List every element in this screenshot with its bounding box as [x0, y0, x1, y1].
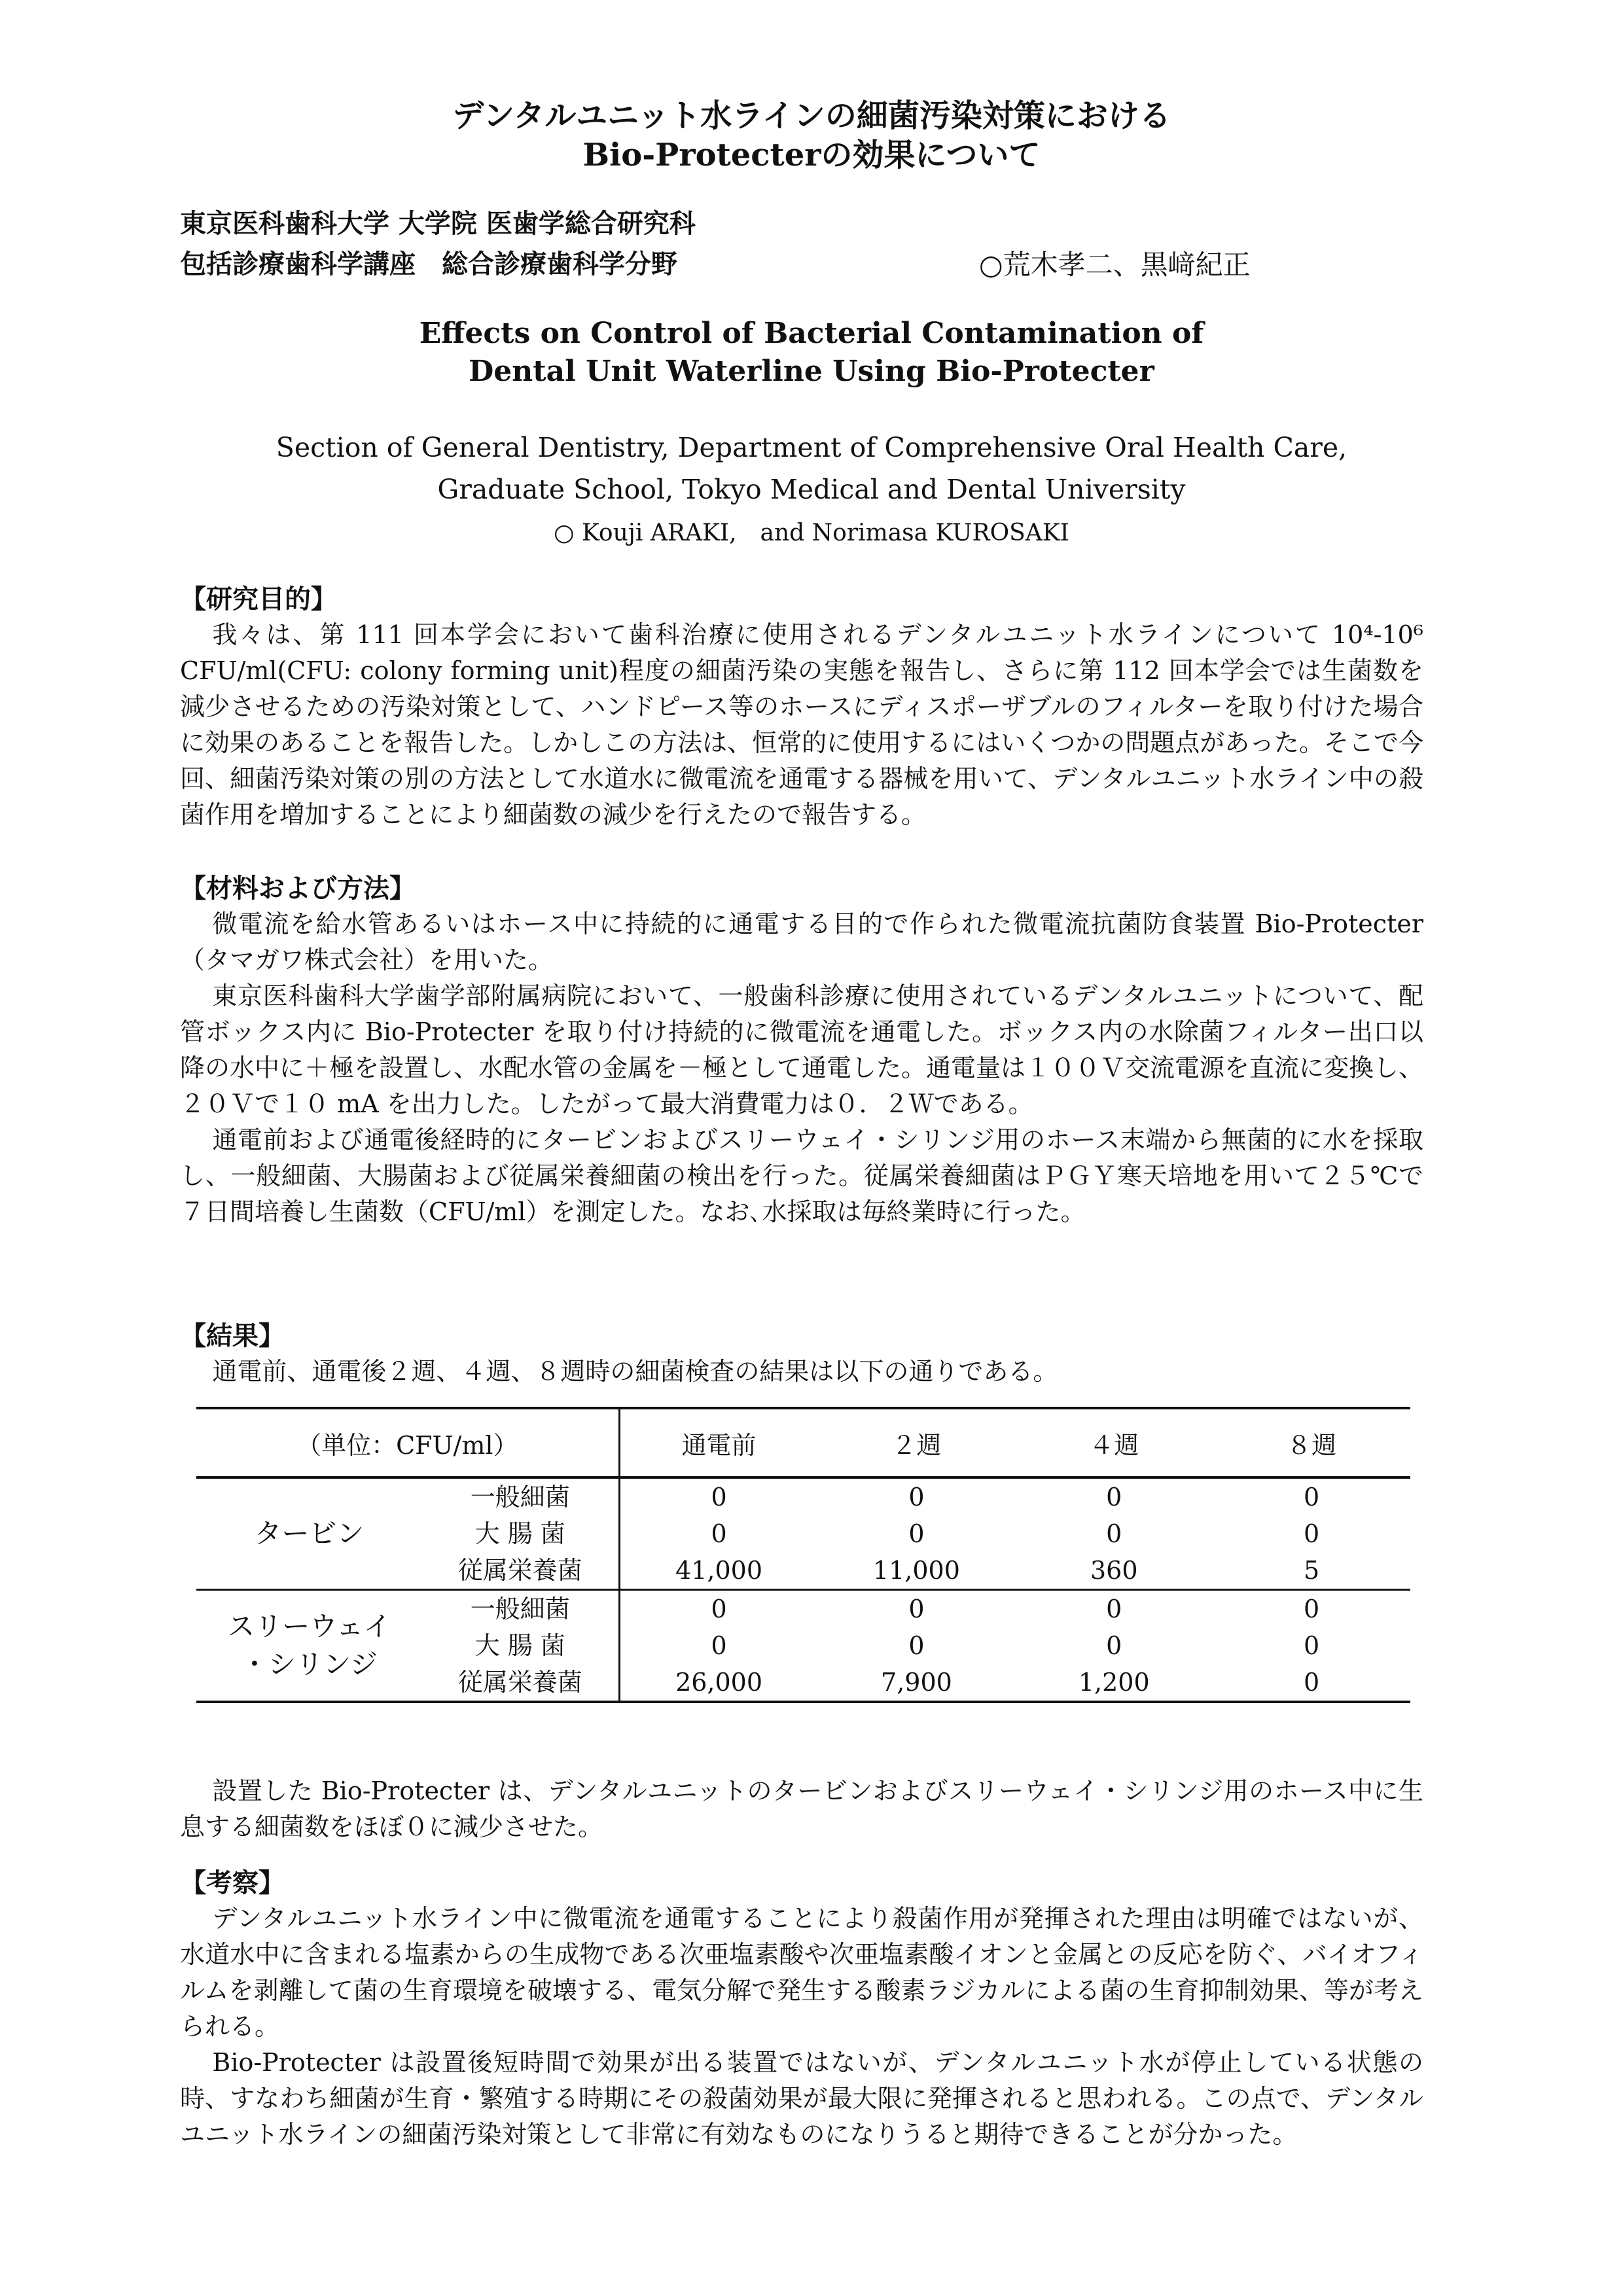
results-intro: 通電前、通電後２週、４週、８週時の細菌検査の結果は以下の通りである。 [212, 1357, 1058, 1386]
value: 0 [908, 1483, 925, 1511]
affiliation-en-line2: Graduate School, Tokyo Medical and Dental University [437, 474, 1186, 505]
affiliation-ja-line2: 包括診療歯科学講座 総合診療歯科学分野 [180, 249, 677, 279]
group-label-line1: タービン [254, 1517, 365, 1549]
title-ja-line1: デンタルユニット水ラインの細菌汚染対策における [452, 97, 1171, 134]
purpose-section [180, 581, 1423, 833]
value: 0 [1106, 1595, 1122, 1623]
bacteria-type: 大 腸 菌 [474, 1519, 565, 1548]
bacteria-type: 従属栄養菌 [457, 1556, 582, 1585]
value-cell [817, 1477, 1015, 1590]
table-group-three-way-syringe [196, 1590, 1410, 1703]
authors-en: ○ Kouji ARAKI, and Norimasa KUROSAKI [554, 520, 1069, 546]
group-label-line2: ・シリンジ [240, 1648, 378, 1680]
results-section [180, 1318, 1423, 1390]
title-ja-line2: Bio-Protecterの効果について [582, 137, 1041, 173]
value: 0 [711, 1483, 727, 1511]
value: 0 [1304, 1595, 1320, 1623]
discussion-paragraph-1: デンタルユニット水ライン中に微電流を通電することにより殺菌作用が発揮された理由は明確ではないが、水道水中に含まれる塩素からの生成物である次亜塩素酸や次亜塩素酸イオンと金属との反応を防ぐ、バイオフィルムを剥離して菌の生育環境を破壊する、電気分解で発生する酸素ラジカルによる菌の生育抑制効果、等が考えられる。 [180, 1904, 1423, 2041]
value: 0 [1304, 1483, 1320, 1511]
table-col-header: ８週 [1213, 1408, 1410, 1477]
value-cell [1213, 1590, 1410, 1703]
value: 0 [1106, 1631, 1122, 1660]
value: 11,000 [872, 1556, 960, 1585]
value: 0 [711, 1631, 727, 1660]
bacteria-type: 一般細菌 [470, 1483, 570, 1511]
value: 0 [1304, 1519, 1320, 1548]
value: 0 [711, 1595, 727, 1623]
value: 41,000 [675, 1556, 763, 1585]
results-after-section [180, 1773, 1423, 1845]
bacteria-type: 従属栄養菌 [457, 1668, 582, 1697]
value: 26,000 [675, 1668, 763, 1697]
value: 0 [1106, 1483, 1122, 1511]
discussion-section [180, 1865, 1423, 2153]
title-en-line1: Effects on Control of Bacterial Contamination of [419, 317, 1204, 350]
group-label-line1: スリーウェイ [227, 1610, 391, 1642]
methods-paragraph-1: 微電流を給水管あるいはホース中に持続的に通電する目的で作られた微電流抗菌防食装置 Bio-Protecter（タマガワ株式会社）を用いた。 [180, 910, 1423, 974]
value-cell [1015, 1590, 1213, 1703]
value-cell [619, 1477, 817, 1590]
group-label [196, 1477, 422, 1590]
group-label [196, 1590, 422, 1703]
purpose-paragraph: 我々は、第 111 回本学会において歯科治療に使用されるデンタルユニット水ラインについて 10⁴-10⁶ CFU/ml(CFU: colony forming unit)程度の細菌汚染の実態を報告し、さらに第 112 回本学会では生菌数を減少させるための汚染対策として、ハンドピース等のホースにディスポーザブルのフィルターを取り付けた場合に効果のあることを報告した。しかしこの方法は、恒常的に使用するにはいくつかの問題点があった。そこで今回、細菌汚染対策の別の方法として水道水に微電流を通電する器械を用いて、デンタルユニット水ライン中の殺菌作用を増加することにより細菌数の減少を行えたので報告する。 [180, 620, 1423, 829]
discussion-heading: 【考察】 [180, 1867, 285, 1898]
value: 360 [1090, 1556, 1138, 1585]
discussion-paragraph-2: Bio-Protecter は設置後短時間で効果が出る装置ではないが、デンタルユニット水が停止している状態の時、すなわち細菌が生育・繁殖する時期にその殺菌効果が最大限に発揮されると思われる。この点で、デンタルユニット水ラインの細菌汚染対策として非常に有効なものになりうると期待できることが分かった。 [180, 2048, 1423, 2149]
title-en-line2: Dental Unit Waterline Using Bio-Protecter [469, 355, 1154, 388]
affiliation-en-line1: Section of General Dentistry, Department of Comprehensive Oral Health Care, [276, 432, 1347, 463]
bacteria-type-cell [422, 1590, 619, 1703]
authors-ja: ○荒木孝二、黒﨑紀正 [979, 249, 1251, 281]
results-table [196, 1407, 1410, 1703]
methods-heading: 【材料および方法】 [180, 873, 416, 904]
value-cell [1015, 1477, 1213, 1590]
value: 0 [908, 1595, 925, 1623]
value-cell [619, 1590, 817, 1703]
methods-section [180, 870, 1423, 1230]
value-cell [1213, 1477, 1410, 1590]
table-col-header: 通電前 [619, 1408, 817, 1477]
table-col-header: ４週 [1015, 1408, 1213, 1477]
bacteria-type-cell [422, 1477, 619, 1590]
table-group-turbine [196, 1477, 1410, 1590]
results-heading: 【結果】 [180, 1320, 285, 1351]
purpose-heading: 【研究目的】 [180, 584, 337, 614]
bacteria-type: 一般細菌 [470, 1595, 570, 1623]
value: 7,900 [881, 1668, 952, 1697]
value: 0 [908, 1631, 925, 1660]
table-unit-label: （単位：CFU/ml） [196, 1408, 619, 1477]
value: 5 [1304, 1556, 1320, 1585]
methods-paragraph-2: 東京医科歯科大学歯学部附属病院において、一般歯科診療に使用されているデンタルユニットについて、配管ボックス内に Bio-Protecter を取り付け持続的に微電流を通電した。ボックス内の水除菌フィルター出口以降の水中に＋極を設置し、水配水管の金属を－極として通電した。通電量は１００Ｖ交流電源を直流に変換し、２０Ｖで１０ mA を出力した。したがって最大消費電力は０．２Ｗである。 [180, 981, 1424, 1118]
value: 0 [1304, 1631, 1320, 1660]
bacteria-type: 大 腸 菌 [474, 1631, 565, 1660]
table-header-row [196, 1408, 1410, 1477]
affiliation-ja-line1: 東京医科歯科大学 大学院 医歯学総合研究科 [180, 208, 696, 239]
value: 0 [1304, 1668, 1320, 1697]
methods-paragraph-3: 通電前および通電後経時的にタービンおよびスリーウェイ・シリンジ用のホース末端から無菌的に水を採取し、一般細菌、大腸菌および従属栄養細菌の検出を行った。従属栄養細菌はＰＧＹ寒天培地を用いて２５℃で７日間培養し生菌数（CFU/ml）を測定した。なお､水採取は毎終業時に行った。 [180, 1125, 1423, 1226]
value: 0 [1106, 1519, 1122, 1548]
value-cell [817, 1590, 1015, 1703]
value: 0 [908, 1519, 925, 1548]
results-summary: 設置した Bio-Protecter は、デンタルユニットのタービンおよびスリーウェイ・シリンジ用のホース中に生息する細菌数をほぼ０に減少させた。 [180, 1776, 1423, 1841]
value: 1,200 [1078, 1668, 1150, 1697]
table-col-header: ２週 [817, 1408, 1015, 1477]
value: 0 [711, 1519, 727, 1548]
